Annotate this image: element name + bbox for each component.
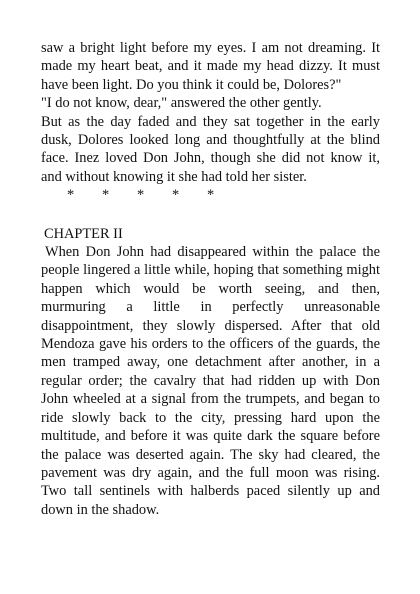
paragraph-continuation: saw a bright light before my eyes. I am not dreaming. It made my heart beat, and it made my head dizzy. It must have been light. Do you think it could be, Dolores?"	[41, 40, 380, 93]
separator-star: *	[67, 187, 75, 204]
separator-star: *	[137, 187, 145, 204]
section-separator	[41, 186, 380, 204]
chapter-paragraph: When Don John had disappeared within the palace the people lingered a little while, hoping that something might happen which would be worth seeing, and then, murmuring a little in perfectly unreasonable disappointment, they slowly dispersed. After that old Mendoza gave his orders to the officers of the guards, the men tramped away, one detachment after another, in a regular order; the cavalry that had ridden up with Don John wheeled at a signal from the trumpets, and began to ride slowly back to the city, pressing hard upon the multitude, and before it was quite dark the square before the palace was deserted again. The sky had cleared, the pavement was dry again, and the full moon was rising. Two tall sentinels with halberds paced silently up and down in the shadow.	[41, 244, 380, 518]
separator-star: *	[172, 187, 180, 204]
separator-star: *	[207, 187, 215, 204]
paragraph-dialogue: "I do not know, dear," answered the other gently.	[41, 95, 322, 112]
chapter-heading: CHAPTER II	[44, 225, 123, 242]
paragraph-dusk: But as the day faded and they sat together in the early dusk, Dolores looked long and thoughtfully at the blind face. Inez loved Don John, though she did not know it, and without knowing it she had told her sister.	[41, 113, 380, 185]
separator-star: *	[102, 187, 110, 204]
book-page	[41, 39, 380, 519]
spacer	[41, 205, 380, 225]
